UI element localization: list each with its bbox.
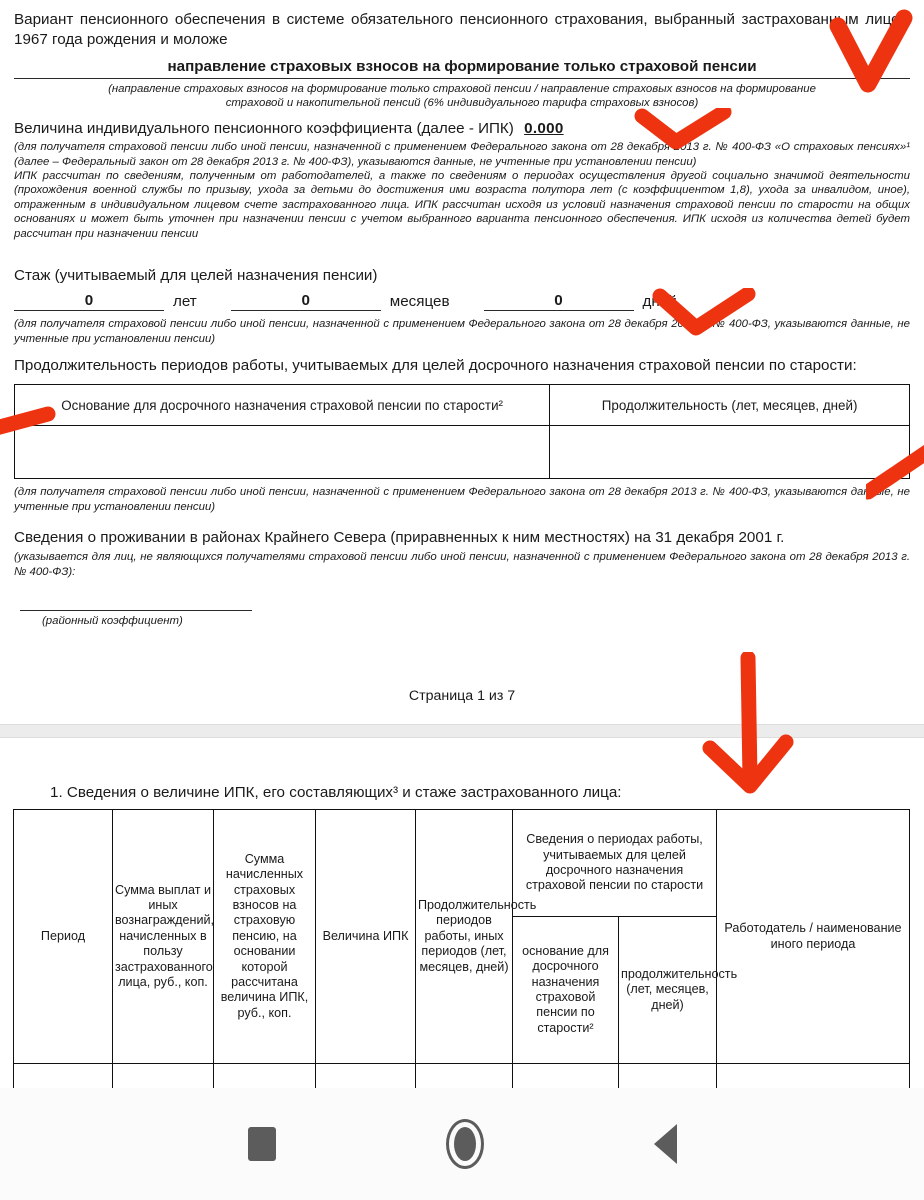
variant-choice-hint-line1: (направление страховых взносов на формирование только страховой пенсии / направление страховых взносов на формирование: [108, 82, 816, 95]
early-periods-title: Продолжительность периодов работы, учитываемых для целей досрочного назначения страховой пенсии по старости:: [14, 357, 857, 375]
back-icon[interactable]: [654, 1124, 677, 1164]
stazh-days-unit: дней: [642, 293, 677, 311]
ipk-line: [14, 119, 910, 138]
north-regions-note: (указывается для лиц, не являющихся получателями страховой пенсии либо иной пенсии, назначенной с применением Федерального закона от 28 декабря 2013 г. № 400-ФЗ):: [14, 551, 910, 578]
district-coefficient-field: [20, 609, 252, 611]
cell-early-duration: [550, 426, 910, 479]
stazh-fields-row: [14, 292, 910, 311]
android-navigation-bar: [0, 1088, 924, 1200]
table-row: [15, 426, 910, 479]
district-coefficient-caption: (районный коэффициент): [42, 615, 183, 628]
north-regions-title: Сведения о проживании в районах Крайнего Севера (приравненных к ним местностях) на 31 декабря 2001 г.: [14, 529, 785, 547]
section-1-heading: 1. Сведения о величине ИПК, его составляющих³ и стаже застрахованного лица:: [50, 784, 622, 801]
divider-under-variant: [14, 78, 910, 79]
table-header-row: [15, 385, 910, 426]
ipk-note-2: ИПК рассчитан по сведениям, полученным от работодателей, а также по сведениям о периодах осуществления другой социально значимой деятельности (прохождения военной службы по призыву, ухода за детьми до достижения ими возраста полутора лет (с коэффициентом 1,8), ухода за инвалидом, иное), отраженным в индивидуальном лицевом счете застрахованного лица. ИПК рассчитан исходя из условий назначения страховой пенсии по старости на общих основаниях и может быть уточнен при назначении пенсии с учетом выбранного варианта пенсионного обеспечения. ИПК исходя из количества детей будет рассчитан при назначении пенсии: [14, 169, 910, 240]
home-icon[interactable]: [446, 1119, 484, 1169]
cell-early-duration: [619, 1064, 717, 1089]
th-payments-sum: Сумма выплат и иных вознаграждений, начисленных в пользу застрахованного лица, руб., коп.: [113, 810, 214, 1064]
stazh-months-value: 0: [231, 292, 381, 311]
cell-employer: [717, 1064, 910, 1089]
stazh-days-value: 0: [484, 292, 634, 311]
th-employer: Работодатель / наименование иного периода: [717, 810, 910, 1064]
th-duration: Продолжительность периодов работы, иных периодов (лет, месяцев, дней): [416, 810, 513, 1064]
document-page-2: [0, 738, 924, 1088]
cell-period: [14, 1064, 113, 1089]
stazh-months-unit: месяцев: [389, 293, 450, 311]
th-period: Период: [14, 810, 113, 1064]
cell-ipk-value: [316, 1064, 416, 1089]
stazh-years-value: 0: [14, 292, 164, 311]
stazh-years-unit: лет: [173, 293, 197, 311]
th-early-duration: Продолжительность (лет, месяцев, дней): [550, 385, 910, 426]
ipk-note-1: (для получателя страховой пенсии либо иной пенсии, назначенной с применением Федерального закона от 28 декабря 2013 г. № 400-ФЗ «О страховых пенсиях»¹ (далее – Федеральный закон от 28 декабря 2013 г. № 400-ФЗ), указываются данные, не учтенные при установлении пенсии): [14, 141, 910, 168]
cell-early-basis: [15, 426, 550, 479]
home-icon-inner: [454, 1127, 476, 1161]
th-early-duration: продолжительность (лет, месяцев, дней): [619, 917, 717, 1064]
ipk-value: 0.000: [524, 120, 564, 138]
cell-contributions-sum: [214, 1064, 316, 1089]
ipk-label: Величина индивидуального пенсионного коэффициента (далее - ИПК): [14, 120, 514, 138]
early-pension-basis-table: [14, 384, 910, 479]
variant-choice-bold: направление страховых взносов на формирование только страховой пенсии: [167, 57, 757, 75]
table-header-row-top: [14, 810, 910, 917]
cell-duration: [416, 1064, 513, 1089]
cell-early-basis: [513, 1064, 619, 1089]
th-early-basis: основание для досрочного назначения страховой пенсии по старости²: [513, 917, 619, 1064]
spacer-after-ipk-notes: [14, 241, 910, 267]
stazh-note: (для получателя страховой пенсии либо иной пенсии, назначенной с применением Федерального закона от 28 декабря 2013 г. № 400-ФЗ, указываются данные, не учтенные при установлении пенсии): [14, 318, 910, 345]
table-row: [14, 1064, 910, 1089]
stazh-title: Стаж (учитываемый для целей назначения пенсии): [14, 267, 378, 285]
early-table-note: (для получателя страховой пенсии либо иной пенсии, назначенной с применением Федерального закона от 28 декабря 2013 г. № 400-ФЗ, указываются данные, не учтенные при установлении пенсии): [14, 486, 910, 513]
variant-paragraph: Вариант пенсионного обеспечения в системе обязательного пенсионного страхования, выбранный застрахованным лицом 1967 года рождения и моложе: [14, 11, 910, 48]
page-number: Страница 1 из 7: [408, 688, 516, 704]
th-early-basis: Основание для досрочного назначения страховой пенсии по старости²: [15, 385, 550, 426]
th-early-group: Сведения о периодах работы, учитываемых для целей досрочного назначения страховой пенсии по старости: [513, 810, 717, 917]
variant-choice-hint-line2: страховой и накопительной пенсий (6% индивидуального тарифа страховых взносов): [225, 96, 699, 109]
page-separator: [0, 724, 924, 738]
recents-icon[interactable]: [248, 1127, 276, 1161]
cell-payments-sum: [113, 1064, 214, 1089]
th-ipk-value: Величина ИПК: [316, 810, 416, 1064]
th-contributions-sum: Сумма начисленных страховых взносов на страховую пенсию, на основании которой рассчитана величина ИПК, руб., коп.: [214, 810, 316, 1064]
ipk-details-table: [13, 809, 910, 1088]
